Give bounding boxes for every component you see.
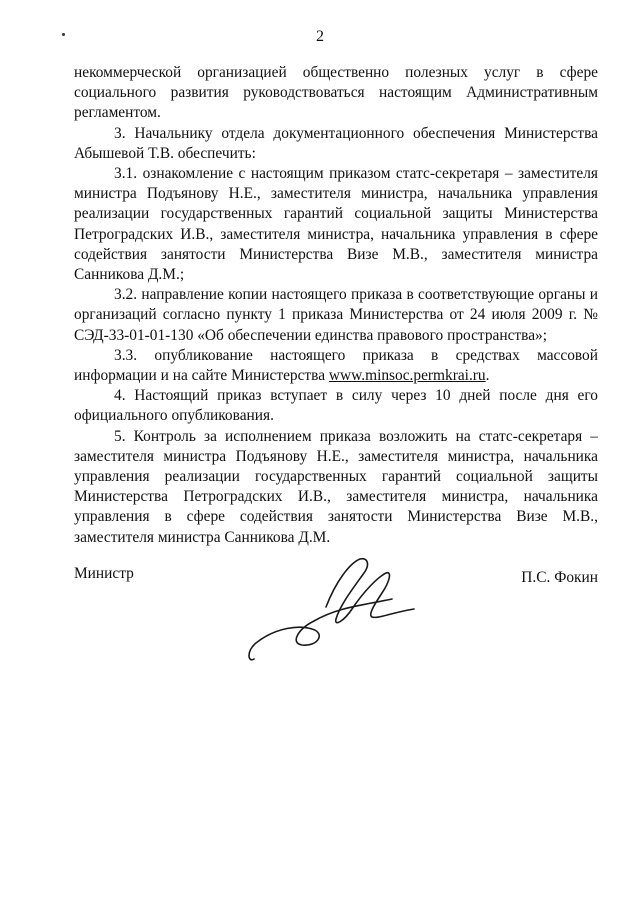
signatory-title: Министр — [74, 565, 134, 582]
document-body — [74, 63, 598, 548]
handwritten-signature — [242, 551, 422, 671]
paragraph-4: 4. Настоящий приказ вступает в силу через 10 дней после дня его официального опубликования. — [74, 387, 598, 425]
paragraph-3-1: 3.1. ознакомление с настоящим приказом статс-секретаря – заместителя министра Подъянову Н.Е., заместителя министра, начальника управления реализации государственных гарантий социальной защиты Министерства Петроградских И.В., заместителя министра, начальника управления в сфере содействия занятости Министерства Визе М.В., заместителя министра Санникова Д.М.; — [74, 165, 598, 284]
paragraph-3-3-end: . — [485, 367, 490, 385]
page-number: 2 — [316, 28, 324, 45]
paragraph-3: 3. Начальнику отдела документационного обеспечения Министерства Абышевой Т.В. обеспечить: — [74, 124, 598, 162]
paragraph-continuation: некоммерческой организацией общественно полезных услуг в сфере социального развития руководствоваться настоящим Административным регламентом. — [74, 64, 598, 122]
ministry-website-link[interactable]: www.minsoc.permkrai.ru — [328, 367, 486, 385]
paragraph-5: 5. Контроль за исполнением приказа возложить на статс-секретаря – заместителя министра Подъянову Н.Е., заместителя министра, начальника управления реализации государственных гарантий социальной защиты Министерства Петроградских И.В., заместителя министра, начальника управления в сфере содействия занятости Министерства Визе М.В., заместителя министра Санникова Д.М. — [74, 427, 598, 546]
paragraph-3-3-text: 3.3. опубликование настоящего приказа в средствах массовой информации и на сайте Министерства — [74, 346, 598, 385]
paragraph-3-3 — [74, 346, 598, 386]
paragraph-3-2: 3.2. направление копии настоящего приказа в соответствующие органы и организаций согласно пункту 1 приказа Министерства от 24 июля 2009 г. № СЭД-33-01-01-130 «Об обеспечении единства правового пространства»; — [74, 286, 598, 344]
signatory-name: П.С. Фокин — [521, 569, 598, 586]
signature-block — [74, 565, 598, 665]
